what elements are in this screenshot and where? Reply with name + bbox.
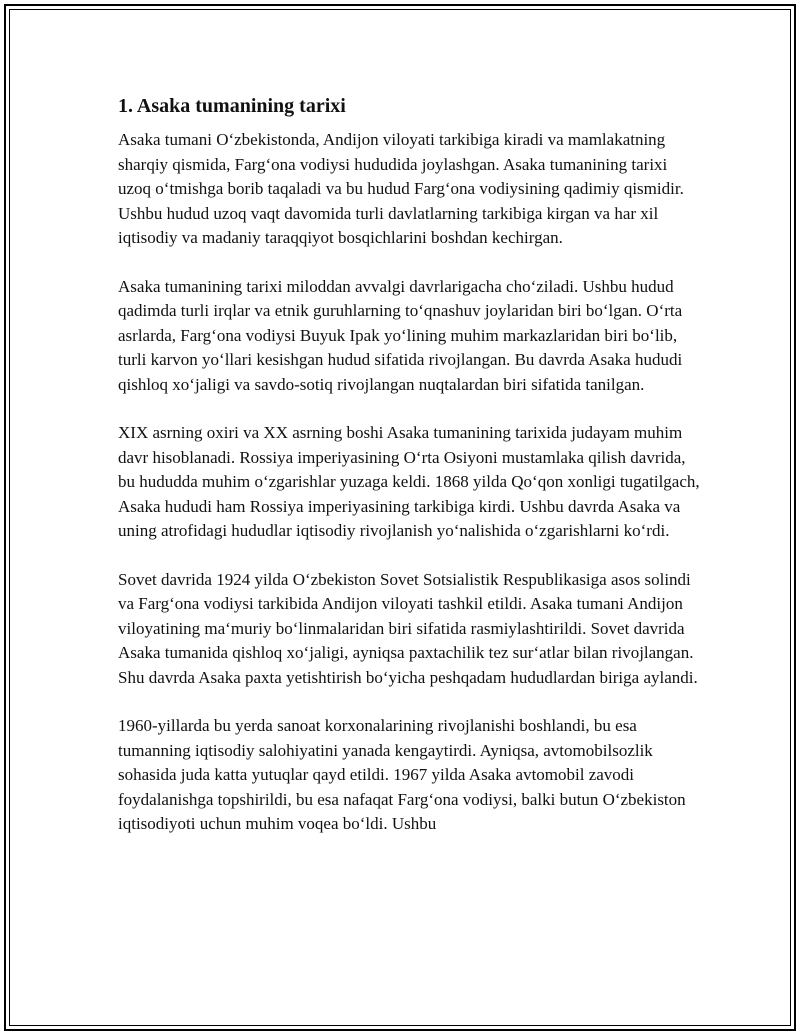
section-heading: 1. Asaka tumanining tarixi <box>118 95 346 117</box>
document-body <box>118 92 704 861</box>
paragraph: Asaka tumanining tarixi miloddan avvalgi davrlarigacha cho‘ziladi. Ushbu hudud qadimda turli irqlar va etnik guruhlarning to‘qnashuv joylaridan biri bo‘lgan. O‘rta asrlarda, Farg‘ona vodiysi Buyuk Ipak yo‘lining muhim markazlaridan biri bo‘lib, turli karvon yo‘llari kesishgan hudud sifatida rivojlangan. Bu davrda Asaka hududi qishloq xo‘jaligi va savdo-sotiq rivojlangan nuqtalardan biri sifatida tanilgan. <box>118 276 683 394</box>
paragraph: Sovet davrida 1924 yilda O‘zbekiston Sovet Sotsialistik Respublikasiga asos solindi va Farg‘ona vodiysi tarkibida Andijon viloyati tashkil etildi. Asaka tumani Andijon viloyatining ma‘muriy bo‘linmalaridan biri sifatida rasmiylashtirildi. Sovet davrida Asaka tumanida qishloq xo‘jaligi, ayniqsa paxtachilik tez sur‘atlar bilan rivojlangan. Shu davrda Asaka paxta yetishtirish bo‘yicha peshqadam hududlardan biriga aylandi. <box>118 569 698 687</box>
paragraph: Asaka tumani O‘zbekistonda, Andijon viloyati tarkibiga kiradi va mamlakatning sharqiy qismida, Farg‘ona vodiysi hududida joylashgan. Asaka tumanining tarixi uzoq o‘tmishga borib taqaladi va bu hudud Farg‘ona vodiysining qadimiy qismidir. Ushbu hudud uzoq vaqt davomida turli davlatlarning tarkibiga kirgan va har xil iqtisodiy va madaniy taraqqiyot bosqichlarini boshdan kechirgan. <box>118 130 684 247</box>
paragraph: 1960-yillarda bu yerda sanoat korxonalarining rivojlanishi boshlandi, bu esa tumanning iqtisodiy salohiyatini yanada kengaytirdi. Ayniqsa, avtomobilsozlik sohasida juda katta yutuqlar qayd etildi. 1967 yilda Asaka avtomobil zavodi foydalanishga topshirildi, bu esa nafaqat Farg‘ona vodiysi, balki butun O‘zbekiston iqtisodiyoti uchun muhim voqea bo‘ldi. Ushbu <box>118 716 686 833</box>
paragraph: XIX asrning oxiri va XX asrning boshi Asaka tumanining tarixida judayam muhim davr hisoblanadi. Rossiya imperiyasining O‘rta Osiyoni mustamlaka qilish davrida, bu hududda muhim o‘zgarishlar yuzaga keldi. 1868 yilda Qo‘qon xonligi tugatilgach, Asaka hududi ham Rossiya imperiyasining tarkibiga kirdi. Ushbu davrda Asaka va uning atrofidagi hududlar iqtisodiy rivojlanish yo‘nalishida o‘zgarishlarni ko‘rdi. <box>118 423 700 540</box>
